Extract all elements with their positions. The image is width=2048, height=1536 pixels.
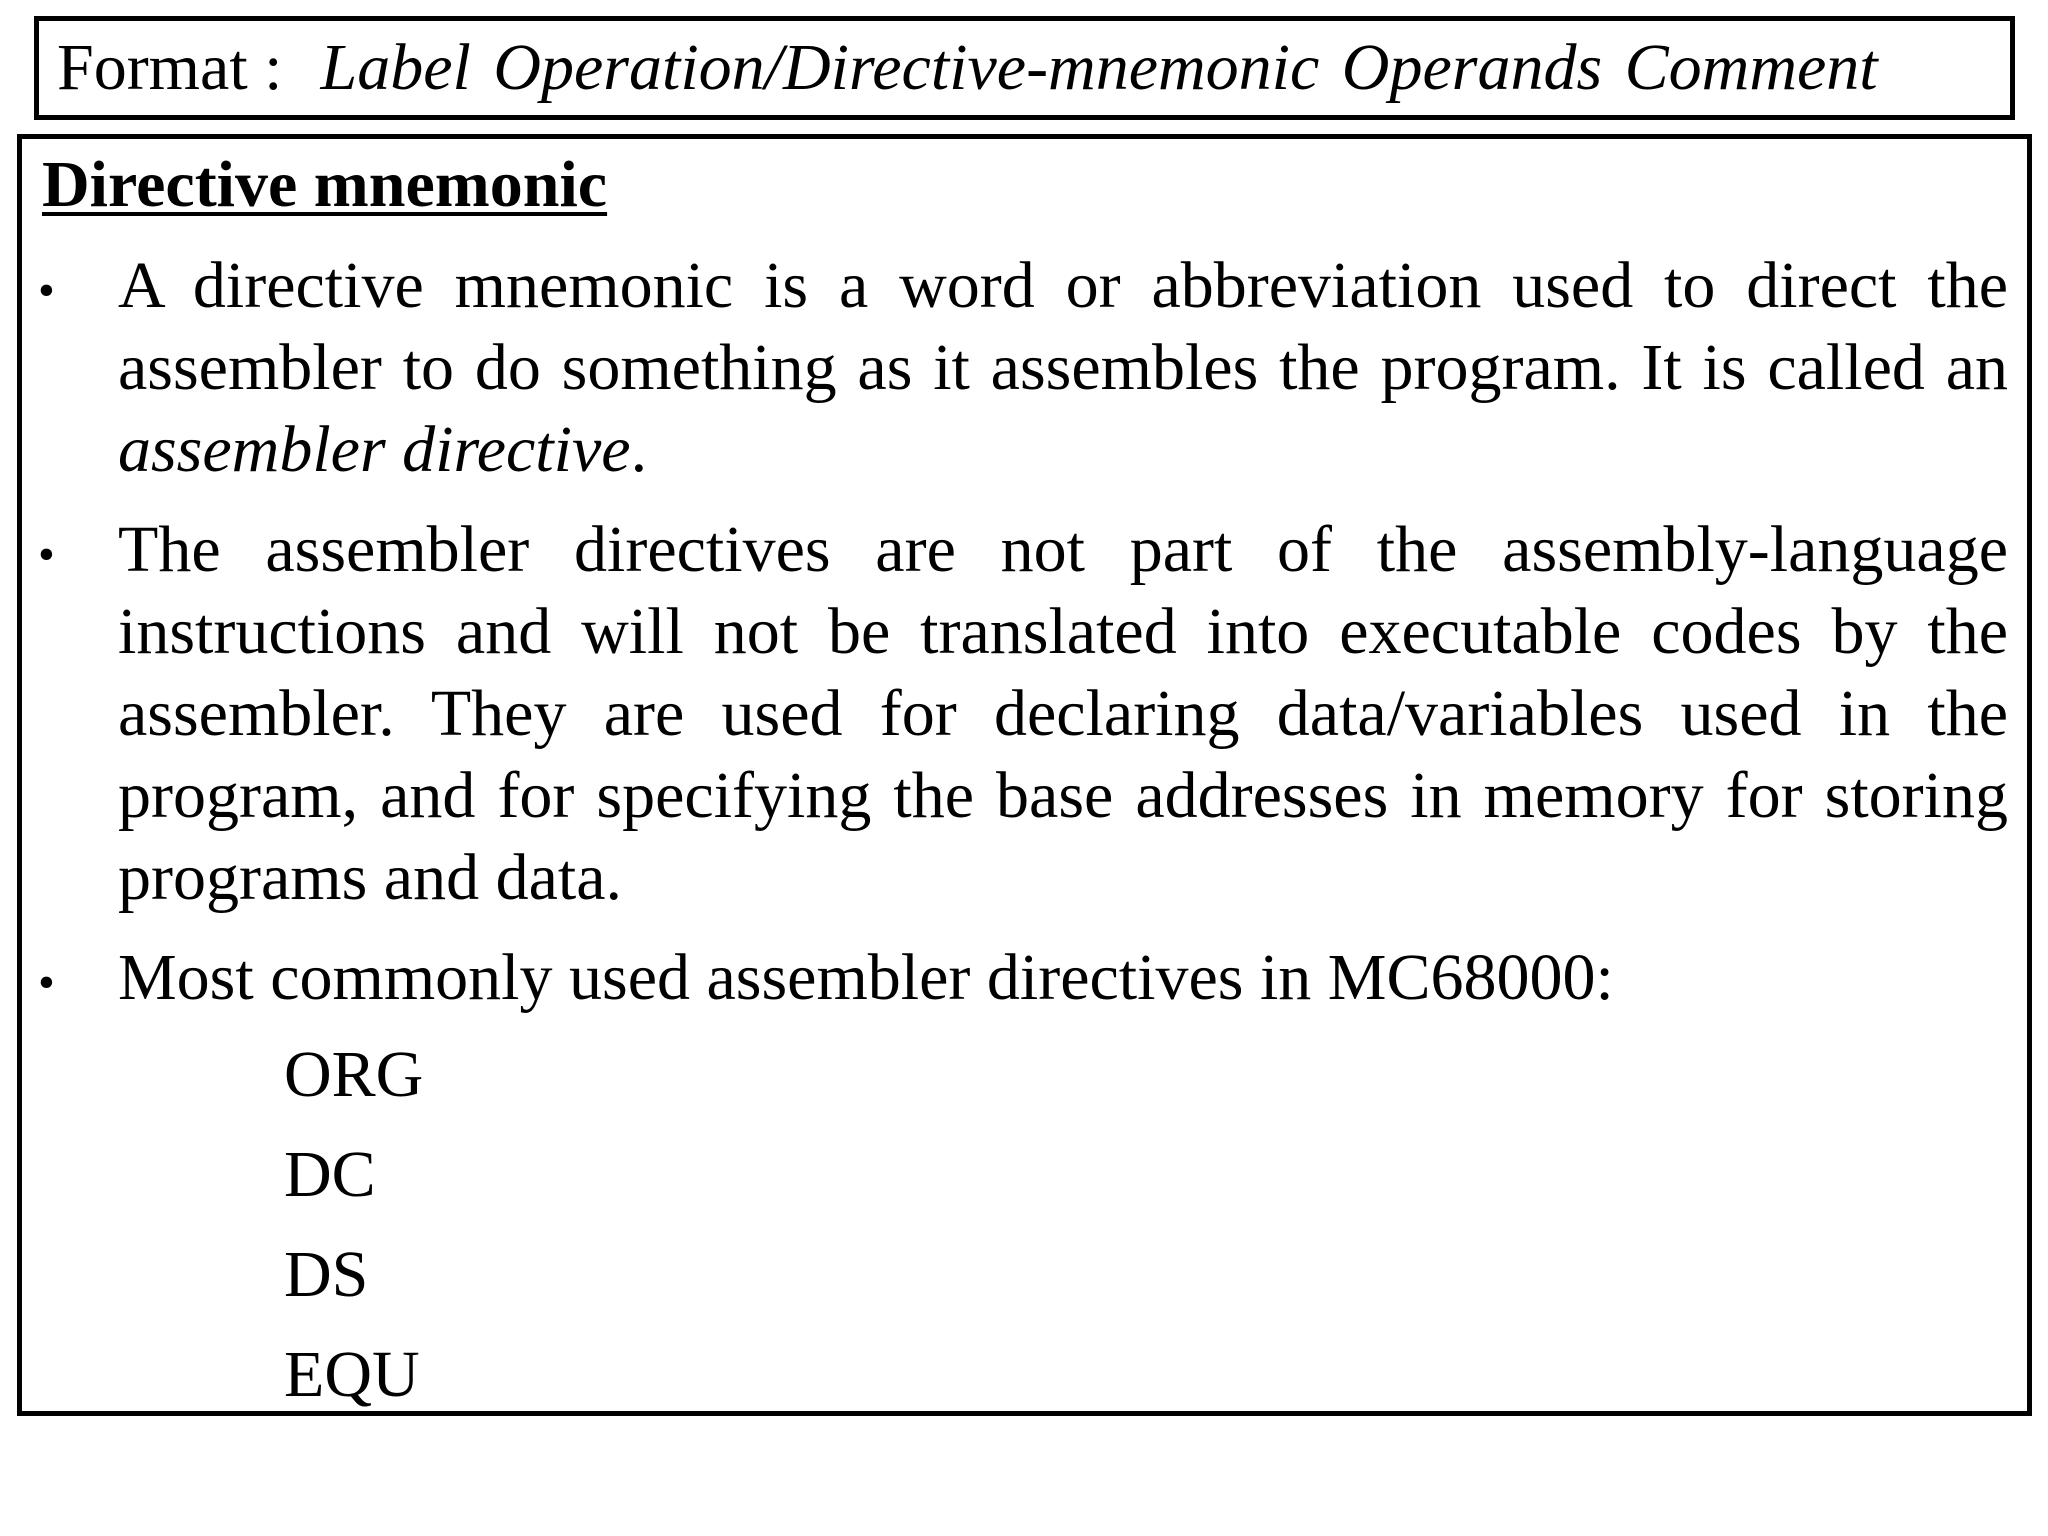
bullet-text-1-part-b: . <box>630 413 648 486</box>
format-label: Format : <box>57 31 283 104</box>
format-bar <box>34 16 2015 120</box>
bullet-text-1-part-a: A directive mnemonic is a word or abbreviation used to direct the assembler to do something as it assembles the program. It is called an <box>118 249 2008 404</box>
bullet-text-1 <box>118 245 2008 491</box>
directive-item: ORG <box>284 1038 424 1111</box>
section-heading: Directive mnemonic <box>42 148 608 221</box>
directive-item: DC <box>284 1138 376 1211</box>
bullet-icon: • <box>38 264 55 317</box>
bullet-icon: • <box>38 528 55 581</box>
bullet-text-3: Most commonly used assembler directives in MC68000: <box>118 941 1614 1014</box>
directive-item: DS <box>284 1238 369 1311</box>
bullet-text-2: The assembler directives are not part of the assembly-language instructions and will not be translated into executable codes by the assembler. They are used for declaring data/variables used in the program, and for specifying the base addresses in memory for storing programs and data. <box>118 513 2008 914</box>
bullet-text-1-emphasis: assembler directive <box>118 413 631 486</box>
directive-item: EQU <box>284 1338 420 1411</box>
format-fields: Label Operation/Directive-mnemonic Operands Comment <box>320 31 1878 104</box>
bullet-icon: • <box>38 956 55 1009</box>
